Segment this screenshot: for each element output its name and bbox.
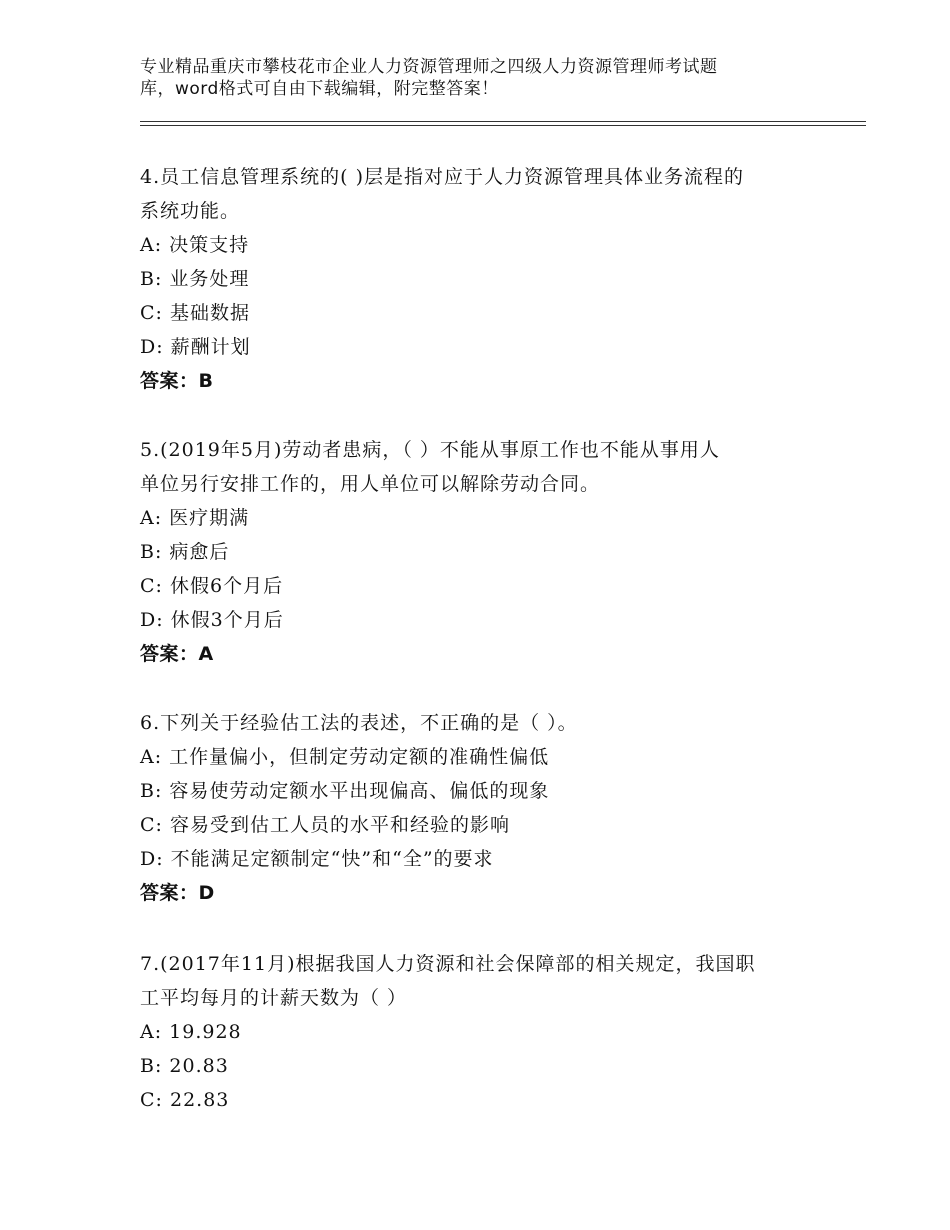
option-b: B: 容易使劳动定额水平出现偏高、偏低的现象 (140, 780, 550, 802)
option-c: C: 容易受到估工人员的水平和经验的影响 (140, 814, 510, 836)
header-divider-top (140, 121, 866, 122)
option-b: B: 病愈后 (140, 541, 230, 563)
question-text: 工平均每月的计薪天数为（ ） (140, 987, 408, 1009)
document-header (140, 56, 780, 100)
answer: 答案：A (140, 643, 214, 665)
header-line-1: 专业精品重庆市攀枝花市企业人力资源管理师之四级人力资源管理师考试题 (140, 57, 718, 77)
option-c: C: 22.83 (140, 1089, 230, 1111)
question-text: 单位另行安排工作的，用人单位可以解除劳动合同。 (140, 473, 601, 495)
option-a: A: 19.928 (140, 1021, 242, 1043)
option-b: B: 业务处理 (140, 268, 250, 290)
option-a: A: 工作量偏小，但制定劳动定额的准确性偏低 (140, 746, 550, 768)
option-d: D: 薪酬计划 (140, 336, 251, 358)
header-divider-bottom (140, 125, 866, 126)
option-b: B: 20.83 (140, 1055, 229, 1077)
question-text: 6.下列关于经验估工法的表述，不正确的是（ ）。 (140, 712, 578, 734)
option-c: C: 基础数据 (140, 302, 250, 324)
question-text: 系统功能。 (140, 200, 241, 222)
question-text: 7.(2017年11月)根据我国人力资源和社会保障部的相关规定，我国职 (140, 953, 756, 975)
option-c: C: 休假6个月后 (140, 575, 284, 597)
question-5 (140, 433, 820, 671)
answer: 答案：D (140, 882, 215, 904)
question-4 (140, 160, 820, 398)
option-a: A: 医疗期满 (140, 507, 250, 529)
option-d: D: 不能满足定额制定“快”和“全”的要求 (140, 848, 494, 870)
header-line-2: 库，word格式可自由下载编辑，附完整答案！ (140, 79, 499, 99)
question-text: 5.(2019年5月)劳动者患病，（ ）不能从事原工作也不能从事用人 (140, 439, 720, 461)
question-7 (140, 947, 820, 1117)
option-a: A: 决策支持 (140, 234, 250, 256)
answer: 答案：B (140, 370, 214, 392)
question-text: 4.员工信息管理系统的( )层是指对应于人力资源管理具体业务流程的 (140, 166, 744, 188)
question-6 (140, 706, 820, 910)
option-d: D: 休假3个月后 (140, 609, 284, 631)
